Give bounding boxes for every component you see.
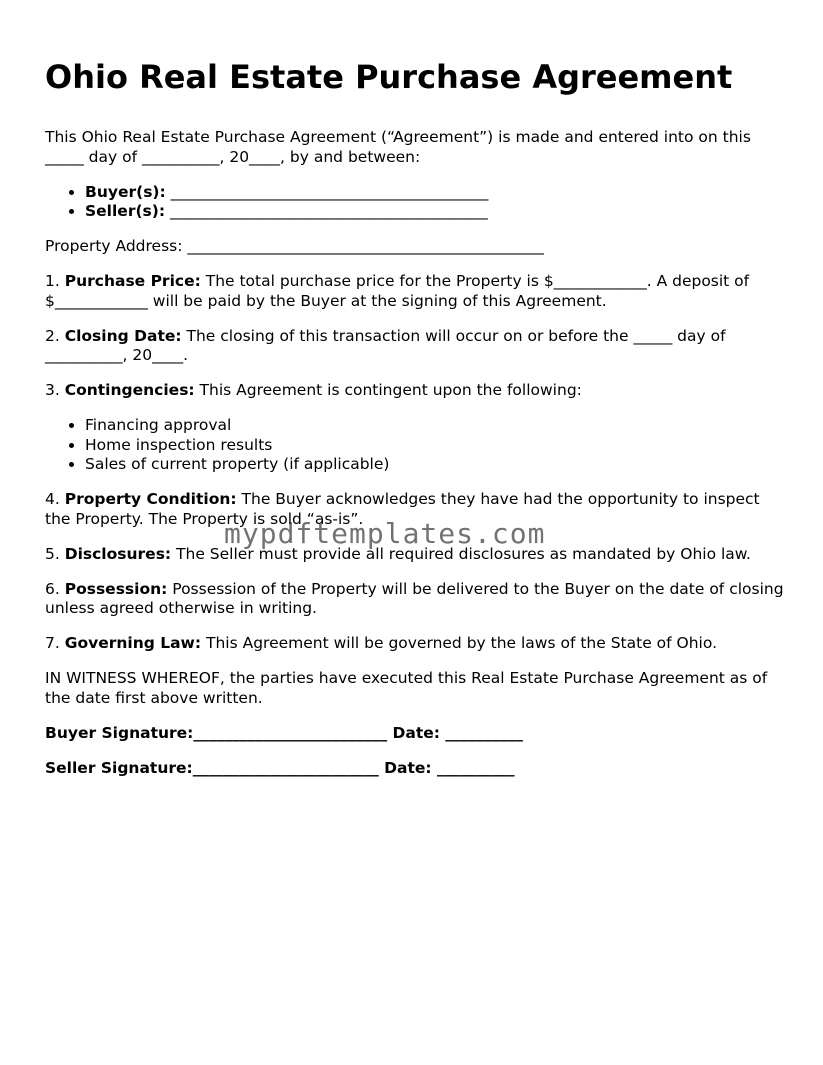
section-number: 2. <box>45 326 65 345</box>
document-title: Ohio Real Estate Purchase Agreement <box>45 58 733 96</box>
section-purchase-price <box>45 272 785 311</box>
document-page <box>45 58 785 795</box>
seller-signature-line: Seller Signature:________________________ Date: __________ <box>45 759 515 777</box>
contingencies-list <box>45 416 785 475</box>
party-buyer <box>85 183 785 203</box>
section-number: 3. <box>45 381 65 399</box>
section-heading: Disclosures: <box>64 544 172 563</box>
property-address: Property Address: ______________________________________________ <box>45 237 544 255</box>
section-heading: Possession: <box>64 579 168 598</box>
section-heading: Property Condition: <box>64 490 237 508</box>
parties-list <box>45 183 785 222</box>
party-seller <box>85 202 785 222</box>
section-text: The closing of this transaction will occur on or before the _____ day of __________, 20____. <box>45 326 726 364</box>
section-heading: Purchase Price: <box>64 272 201 290</box>
section-possession <box>45 580 785 619</box>
watermark: mypdftemplates.com <box>224 517 546 550</box>
section-number: 1. <box>45 272 65 290</box>
section-heading: Contingencies: <box>64 381 195 399</box>
intro-paragraph: This Ohio Real Estate Purchase Agreement (“Agreement”) is made and entered into on this _____ day of __________, 20____, by and between: <box>45 128 751 166</box>
section-number: 5. <box>45 544 65 563</box>
section-disclosures <box>45 545 785 565</box>
section-text: This Agreement is contingent upon the following: <box>194 381 582 399</box>
party-buyer-label: Buyer(s): <box>85 182 166 201</box>
section-closing-date <box>45 327 785 366</box>
section-text: The Seller must provide all required disclosures as mandated by Ohio law. <box>171 544 751 563</box>
party-buyer-blank: _________________________________________ <box>165 182 489 201</box>
section-text: The total purchase price for the Property is $____________. A deposit of $____________ will be paid by the Buyer at the signing of this Agreement. <box>45 272 750 310</box>
section-text: This Agreement will be governed by the laws of the State of Ohio. <box>201 634 718 652</box>
section-number: 4. <box>45 490 65 508</box>
section-property-condition <box>45 490 785 529</box>
list-item: • Sales of current property (if applicable) <box>85 455 785 475</box>
party-seller-blank: _________________________________________ <box>165 202 488 220</box>
section-text: The Buyer acknowledges they have had the opportunity to inspect the Property. The Property is sold “as-is”. <box>45 490 760 528</box>
section-number: 6. <box>45 579 65 598</box>
buyer-signature-line: Buyer Signature:_________________________ Date: __________ <box>45 723 523 742</box>
section-heading: Governing Law: <box>64 634 202 652</box>
list-item: • Financing approval <box>85 416 785 436</box>
party-seller-label: Seller(s): <box>85 202 166 220</box>
section-governing-law <box>45 634 785 654</box>
witness-paragraph: IN WITNESS WHEREOF, the parties have executed this Real Estate Purchase Agreement as of the date first above written. <box>45 669 768 707</box>
section-number: 7. <box>45 634 65 652</box>
list-item: • Home inspection results <box>85 436 785 456</box>
section-contingencies <box>45 381 785 401</box>
section-text: Possession of the Property will be delivered to the Buyer on the date of closing unless agreed otherwise in writing. <box>45 579 784 617</box>
section-heading: Closing Date: <box>64 326 182 345</box>
